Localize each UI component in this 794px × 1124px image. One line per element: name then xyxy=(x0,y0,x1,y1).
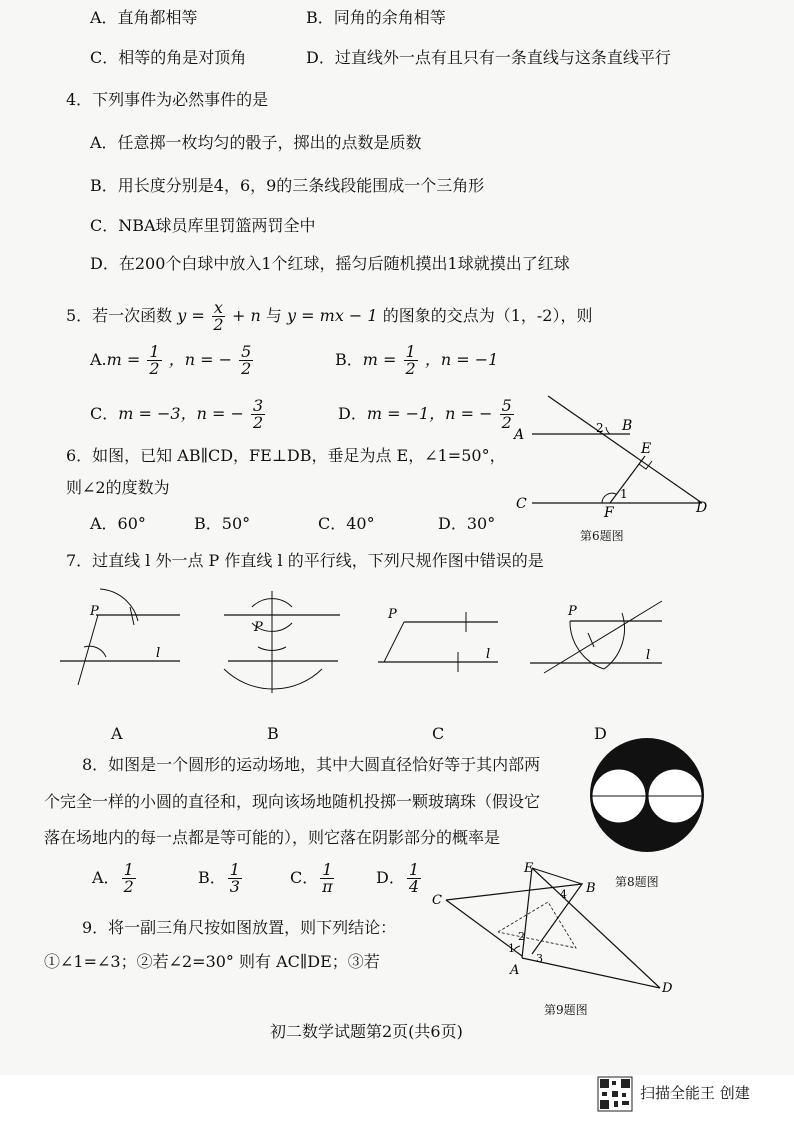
q5-d-text: m = −1，n = − xyxy=(366,404,493,423)
q7-label-b: B xyxy=(267,724,279,743)
label-e: E xyxy=(641,441,652,457)
q5-a-m-frac xyxy=(147,344,161,377)
q5-option-a xyxy=(90,344,255,377)
q9-line-2: ①∠1=∠3；②若∠2=30° 则有 AC∥DE；③若 xyxy=(44,952,380,971)
q5-option-c xyxy=(90,398,267,431)
q5-c-frac xyxy=(251,398,265,431)
q7-label-c: C xyxy=(432,724,445,743)
q8-a-den: 2 xyxy=(123,877,134,896)
transversal xyxy=(544,601,662,673)
label-p: P xyxy=(254,620,263,635)
label-l: l xyxy=(486,647,491,662)
q8-d-den: 4 xyxy=(408,877,420,896)
arc xyxy=(224,669,322,689)
q5-b-label: B． xyxy=(335,350,363,369)
q8-option-d xyxy=(376,862,423,895)
q8-b-frac xyxy=(228,862,242,895)
q5-option-d xyxy=(338,398,516,431)
figure-7c xyxy=(378,600,508,695)
figure-6 xyxy=(510,390,740,550)
label-angle-3: 3 xyxy=(536,952,543,965)
transversal xyxy=(78,615,98,685)
q5-b-m-num: 1 xyxy=(405,342,416,361)
q5-stem xyxy=(66,300,592,333)
q6-stem: 6．如图，已知 AB∥CD，FE⊥DB，垂足为点 E，∠1=50°， xyxy=(66,446,506,465)
q6-caption: 第6题图 xyxy=(580,529,624,543)
q5-a-m-num: 1 xyxy=(149,342,160,361)
q5-a-n-frac xyxy=(239,344,253,377)
qr-code-icon xyxy=(598,1077,632,1111)
q5-a-m: m = xyxy=(106,350,141,369)
q5-a-label: A. xyxy=(90,350,107,369)
q5-d-label: D． xyxy=(338,404,367,423)
transversal xyxy=(384,622,404,662)
label-d: D xyxy=(696,500,708,516)
q5-stem-num: 5．若一次函数 xyxy=(66,306,173,325)
line-ea xyxy=(522,868,532,958)
label-l: l xyxy=(646,648,651,663)
q3-option-b: B．同角的余角相等 xyxy=(306,8,446,27)
q5-plus-n: + n xyxy=(232,306,261,325)
label-angle-1: 1 xyxy=(508,942,515,955)
q5-c-text: m = −3，n = − xyxy=(118,404,244,423)
q8-option-c xyxy=(290,862,336,895)
q5-y-eq: y = xyxy=(177,306,205,325)
label-angle-1: 1 xyxy=(620,487,628,501)
q8-line-1: 8．如图是一个圆形的运动场地，其中大圆直径恰好等于其内部两 xyxy=(82,755,541,774)
label-a: A xyxy=(510,963,520,978)
q8-c-den: π xyxy=(322,877,333,896)
q5-c-den: 2 xyxy=(252,413,264,432)
q9-stem: 9．将一副三角尺按如图放置，则下列结论： xyxy=(82,918,397,937)
angle-2-arc xyxy=(606,427,610,434)
q5-a-n-den: 2 xyxy=(241,359,252,378)
q5-option-b xyxy=(335,344,498,377)
figure-7b xyxy=(218,585,348,695)
q5-a-m-den: 2 xyxy=(149,359,160,378)
q4-option-b: B．用长度分别是4，6，9的三条线段能围成一个三角形 xyxy=(90,176,485,195)
q8-c-num: 1 xyxy=(322,860,333,879)
q5-b-m: m = xyxy=(362,350,397,369)
q8-d-frac xyxy=(407,862,421,895)
q8-b-num: 1 xyxy=(229,860,240,879)
figure-8 xyxy=(588,736,708,856)
q8-a-label: A． xyxy=(92,868,120,887)
q5-a-n: ，n = − xyxy=(168,350,232,369)
q8-option-a xyxy=(92,862,138,895)
q8-d-num: 1 xyxy=(408,860,420,879)
q8-c-frac xyxy=(320,862,334,895)
label-p: P xyxy=(568,604,577,619)
q7-label-a: A xyxy=(111,724,123,743)
q3-option-a: A．直角都相等 xyxy=(90,8,198,27)
q3-option-d: D．过直线外一点有且只有一条直线与这条直线平行 xyxy=(306,48,671,67)
q5-a-n-num: 5 xyxy=(241,342,252,361)
figure-7a xyxy=(60,585,190,695)
q4-stem: 4．下列事件为必然事件的是 xyxy=(66,90,269,109)
q9-caption: 第9题图 xyxy=(544,1003,588,1017)
q5-second: y = mx − 1 xyxy=(287,306,378,325)
q5-b-m-frac xyxy=(404,344,418,377)
label-d: D xyxy=(662,981,673,996)
label-a: A xyxy=(514,427,525,443)
q5-c-num: 3 xyxy=(252,396,264,415)
q4-option-d: D．在200个白球中放入1个红球，摇匀后随机摸出1球就摸出了红球 xyxy=(90,254,570,273)
label-b: B xyxy=(586,881,596,896)
scanner-bar xyxy=(0,1075,794,1124)
q6-stem-2: 则∠2的度数为 xyxy=(66,478,170,497)
q8-line-3: 落在场地内的每一点都是等可能的），则它落在阴影部分的概率是 xyxy=(44,828,501,847)
q5-c-label: C． xyxy=(90,404,119,423)
q5-d-num: 5 xyxy=(501,396,512,415)
q8-option-b xyxy=(198,862,244,895)
q6-option-d: D．30° xyxy=(438,514,496,533)
q8-d-label: D． xyxy=(376,868,405,887)
q6-option-b: B．50° xyxy=(194,514,251,533)
figure-9 xyxy=(428,862,678,1002)
q4-option-c: C．NBA球员库里罚篮两罚全中 xyxy=(90,216,316,235)
label-c: C xyxy=(432,893,442,908)
q8-a-frac xyxy=(122,862,136,895)
q7-stem: 7．过直线 l 外一点 P 作直线 l 的平行线，下列尺规作图中错误的是 xyxy=(66,551,544,570)
q4-option-a: A．任意掷一枚均匀的骰子，掷出的点数是质数 xyxy=(90,133,422,152)
q6-option-a: A．60° xyxy=(90,514,146,533)
q6-option-c: C．40° xyxy=(318,514,375,533)
figure-7d xyxy=(530,595,670,695)
label-angle-2: 2 xyxy=(518,930,525,943)
line-eb xyxy=(532,868,582,884)
q5-frac-num: x xyxy=(213,298,223,317)
q3-option-c: C．相等的角是对顶角 xyxy=(90,48,247,67)
q5-b-n: ，n = −1 xyxy=(424,350,499,369)
label-e: E xyxy=(524,861,534,876)
label-p: P xyxy=(388,607,397,622)
label-angle-2: 2 xyxy=(596,421,604,435)
q8-c-label: C． xyxy=(290,868,319,887)
q8-b-den: 3 xyxy=(229,877,240,896)
label-l: l xyxy=(156,646,161,661)
arc xyxy=(570,621,604,669)
label-b: B xyxy=(622,418,633,434)
q8-caption: 第8题图 xyxy=(615,875,659,889)
q5-mid: 与 xyxy=(265,306,282,325)
q8-a-num: 1 xyxy=(123,860,134,879)
label-c: C xyxy=(516,496,527,512)
q5-fraction xyxy=(212,300,225,333)
q7-label-d: D xyxy=(594,724,607,743)
q8-line-2: 个完全一样的小圆的直径和，现向该场地随机投掷一颗玻璃珠（假设它 xyxy=(44,792,541,811)
q5-frac-den: 2 xyxy=(213,315,224,334)
q5-tail: 的图象的交点为（1，-2），则 xyxy=(382,306,593,325)
q5-d-den: 2 xyxy=(501,413,512,432)
label-angle-4: 4 xyxy=(560,888,567,901)
label-f: F xyxy=(604,505,614,521)
watermark-text: 扫描全能王 创建 xyxy=(640,1084,750,1102)
page-footer: 初二数学试题第2页(共6页) xyxy=(270,1022,463,1041)
q8-b-label: B． xyxy=(198,868,226,887)
label-p: P xyxy=(90,604,99,619)
q5-b-m-den: 2 xyxy=(405,359,416,378)
